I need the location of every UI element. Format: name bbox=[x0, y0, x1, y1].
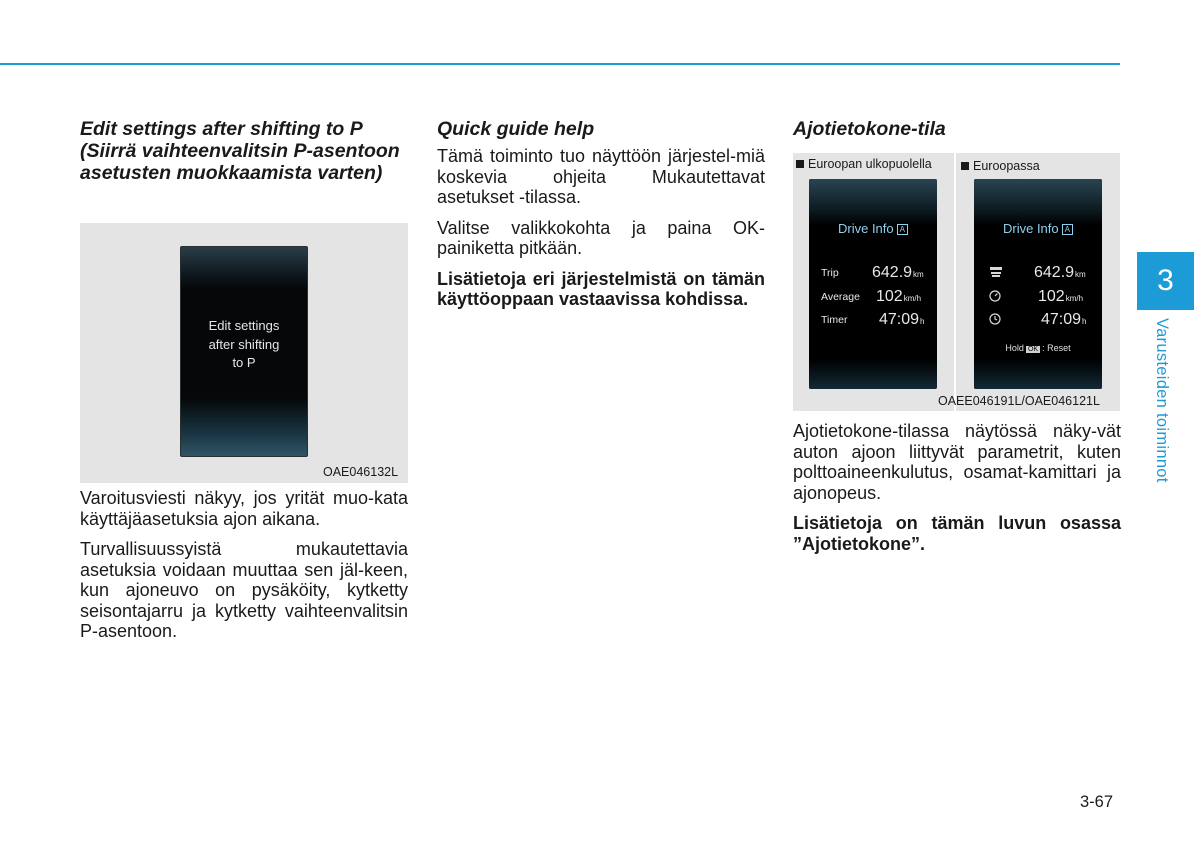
paragraph: Valitse valikkokohta ja paina OK-painiketta pitkään. bbox=[437, 217, 765, 258]
warning-line-2: after shifting bbox=[208, 336, 280, 352]
clock-icon bbox=[989, 313, 1001, 328]
bullet-square-icon bbox=[961, 162, 969, 170]
section-heading-quick-guide: Quick guide help bbox=[437, 118, 595, 140]
figure-code: OAE046132L bbox=[323, 465, 399, 479]
cluster-display-warning bbox=[180, 246, 308, 457]
bullet-square-icon bbox=[796, 160, 804, 168]
paragraph: Varoitusviesti näkyy, jos yrität muo-kata käyttäjäasetuksia ajon aikana. bbox=[80, 488, 408, 529]
cluster-display-outside-europe: Drive Info A Trip 642.9km Average 102km/h Timer 47:09h bbox=[809, 179, 937, 389]
column-quick-guide bbox=[437, 118, 765, 310]
figure-code: OAEE046191L/OAE046121L bbox=[938, 394, 1100, 408]
figure-edit-settings bbox=[80, 223, 408, 483]
ok-badge: OK bbox=[1027, 346, 1039, 353]
header-rule bbox=[0, 63, 1120, 65]
hold-ok-reset-hint: Hold OK : Reset bbox=[1005, 343, 1071, 353]
chapter-title: Varusteiden toiminnot bbox=[1153, 318, 1171, 483]
display-glow-top bbox=[181, 247, 307, 289]
paragraph: Ajotietokone-tilassa näytössä näky-vät auton ajoon liittyvät parametrit, kuten polttoaineenkulutus, osamat-kamittari ja ajonopeus. bbox=[793, 421, 1121, 503]
section-heading-edit-settings: Edit settings after shifting to P (Siirrä vaihteenvalitsin P-asentoon asetusten muokkaamista varten) bbox=[80, 118, 400, 184]
warning-line-1: Edit settings bbox=[208, 318, 280, 333]
paragraph-bold: Lisätietoja eri järjestelmistä on tämän käyttöoppaan vastaavissa kohdissa. bbox=[437, 268, 765, 309]
figure-label-europe: Euroopassa bbox=[961, 159, 1040, 173]
column-trip-computer-body bbox=[793, 421, 1121, 554]
badge-a: A bbox=[1062, 224, 1073, 235]
badge-a: A bbox=[897, 224, 908, 235]
figure-label-outside-europe: Euroopan ulkopuolella bbox=[796, 157, 932, 171]
chapter-tab: 3 bbox=[1137, 252, 1194, 310]
column-edit-settings-body bbox=[80, 488, 408, 642]
road-icon bbox=[989, 266, 1003, 281]
page-number: 3-67 bbox=[1080, 793, 1114, 811]
cluster-display-europe: Drive Info A 642.9km 102km/h 47:09h Hold OK : Reset bbox=[974, 179, 1102, 389]
drive-info-title: Drive Info A bbox=[974, 221, 1102, 236]
section-heading-trip-computer: Ajotietokone-tila bbox=[793, 118, 946, 140]
figure-divider bbox=[954, 153, 956, 411]
warning-line-3: to P bbox=[232, 355, 256, 370]
paragraph: Turvallisuussyistä mukautettavia asetuksia voidaan muuttaa sen jäl-keen, kun ajoneuvo on pysäköity, kytketty seisontajarru ja kytketty vaihteenvalitsin P-asentoon. bbox=[80, 539, 408, 641]
warning-message bbox=[181, 317, 307, 373]
paragraph: Tämä toiminto tuo näyttöön järjestel-miä koskevia ohjeita Mukautettavat asetukset -tilassa. bbox=[437, 146, 765, 207]
display-glow-bottom bbox=[181, 398, 307, 456]
speedometer-icon bbox=[989, 290, 1001, 305]
figure-trip-computer bbox=[793, 153, 1120, 411]
drive-info-title: Drive Info A bbox=[809, 221, 937, 236]
paragraph-bold: Lisätietoja on tämän luvun osassa ”Ajotietokone”. bbox=[793, 513, 1121, 554]
column-edit-settings bbox=[80, 118, 408, 184]
column-trip-computer bbox=[793, 118, 1121, 140]
